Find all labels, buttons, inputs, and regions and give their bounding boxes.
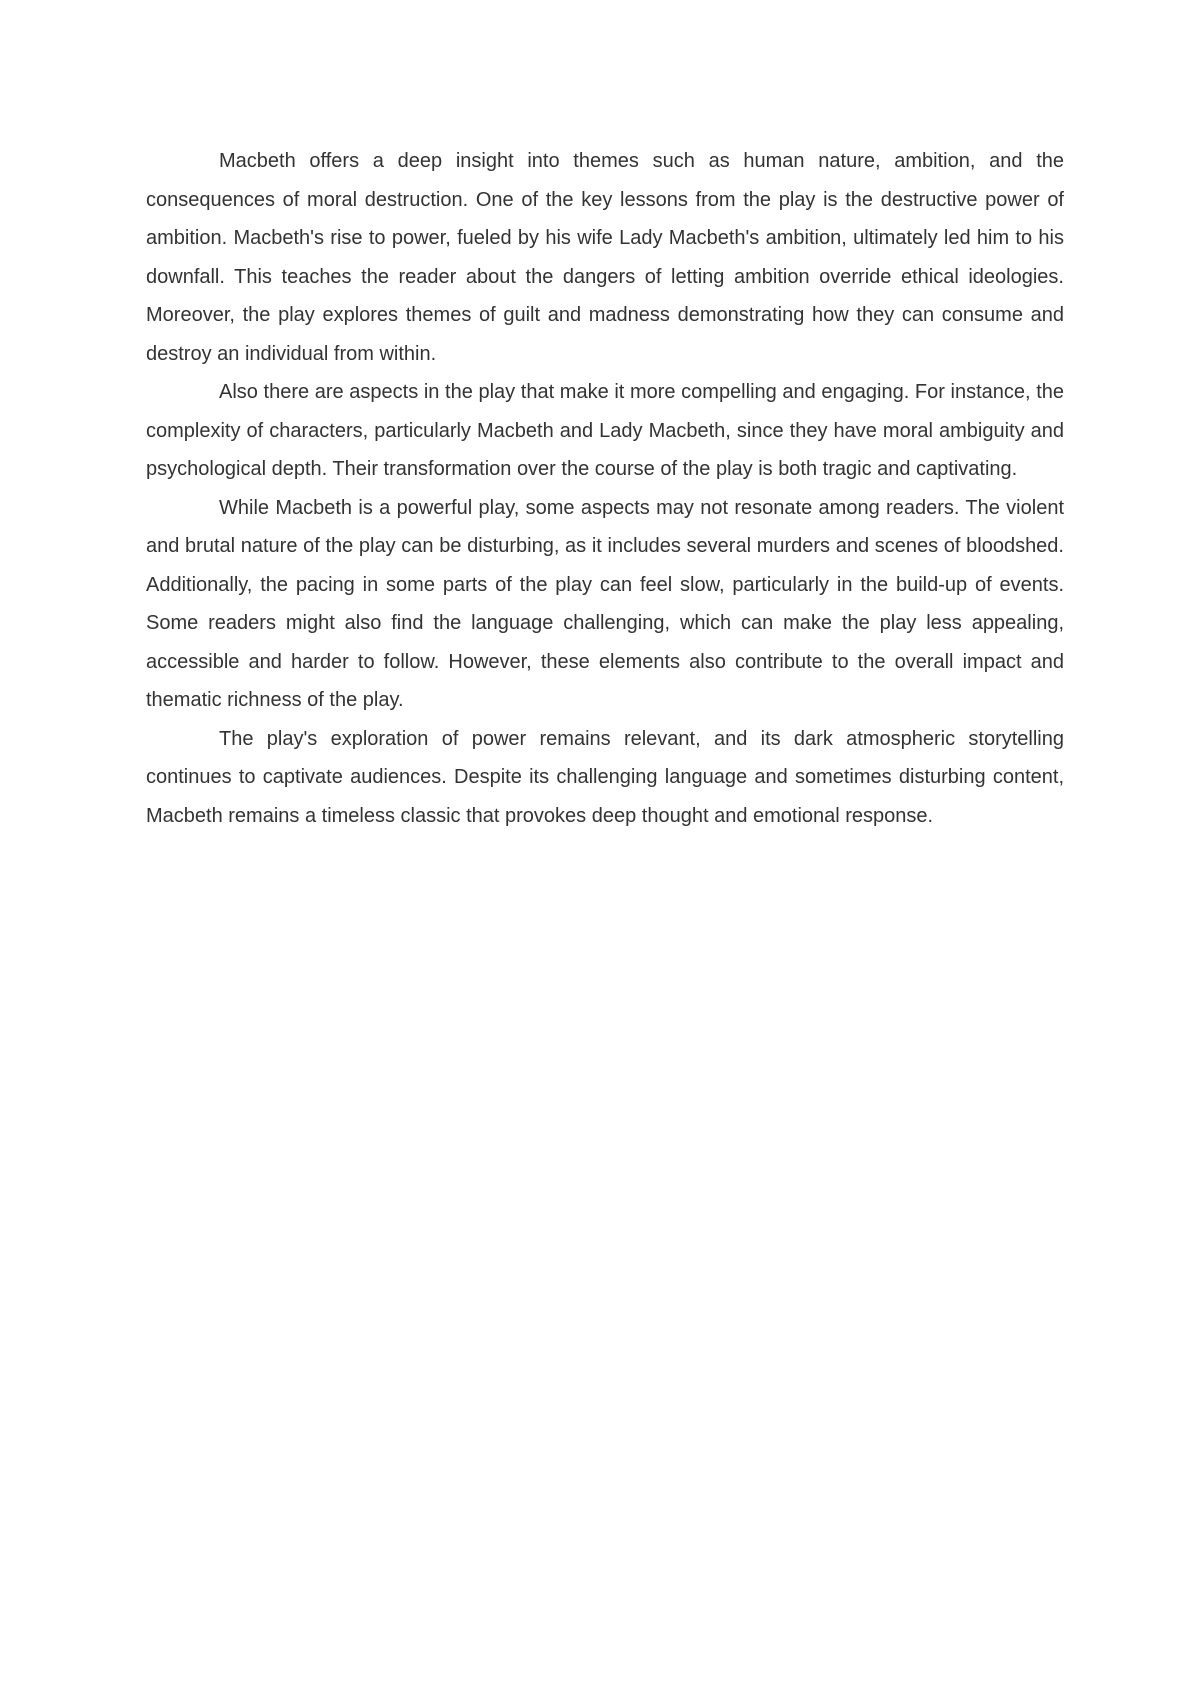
paragraph-1: Macbeth offers a deep insight into themes such as human nature, ambition, and the consequences of moral destruction. One of the key lessons from the play is the destructive power of ambition. Macbeth's rise to power, fueled by his wife Lady Macbeth's ambition, ultimately led him to his downfall. This teaches the reader about the dangers of letting ambition override ethical ideologies. Moreover, the play explores themes of guilt and madness demonstrating how they can consume and destroy an individual from within. — [146, 150, 1064, 365]
paragraph-4: The play's exploration of power remains relevant, and its dark atmospheric storytelling continues to captivate audiences. Despite its challenging language and sometimes disturbing content, Macbeth remains a timeless classic that provokes deep thought and emotional response. — [146, 727, 1064, 827]
paragraph-3: While Macbeth is a powerful play, some aspects may not resonate among readers. The violent and brutal nature of the play can be disturbing, as it includes several murders and scenes of bloodshed. Additionally, the pacing in some parts of the play can feel slow, particularly in the build-up of events. Some readers might also find the language challenging, which can make the play less appealing, accessible and harder to follow. However, these elements also contribute to the overall impact and thematic richness of the play. — [146, 496, 1064, 711]
paragraph-2: Also there are aspects in the play that make it more compelling and engaging. For instance, the complexity of characters, particularly Macbeth and Lady Macbeth, since they have moral ambiguity and psychological depth. Their transformation over the course of the play is both tragic and captivating. — [146, 381, 1064, 480]
document-body — [146, 142, 1064, 835]
